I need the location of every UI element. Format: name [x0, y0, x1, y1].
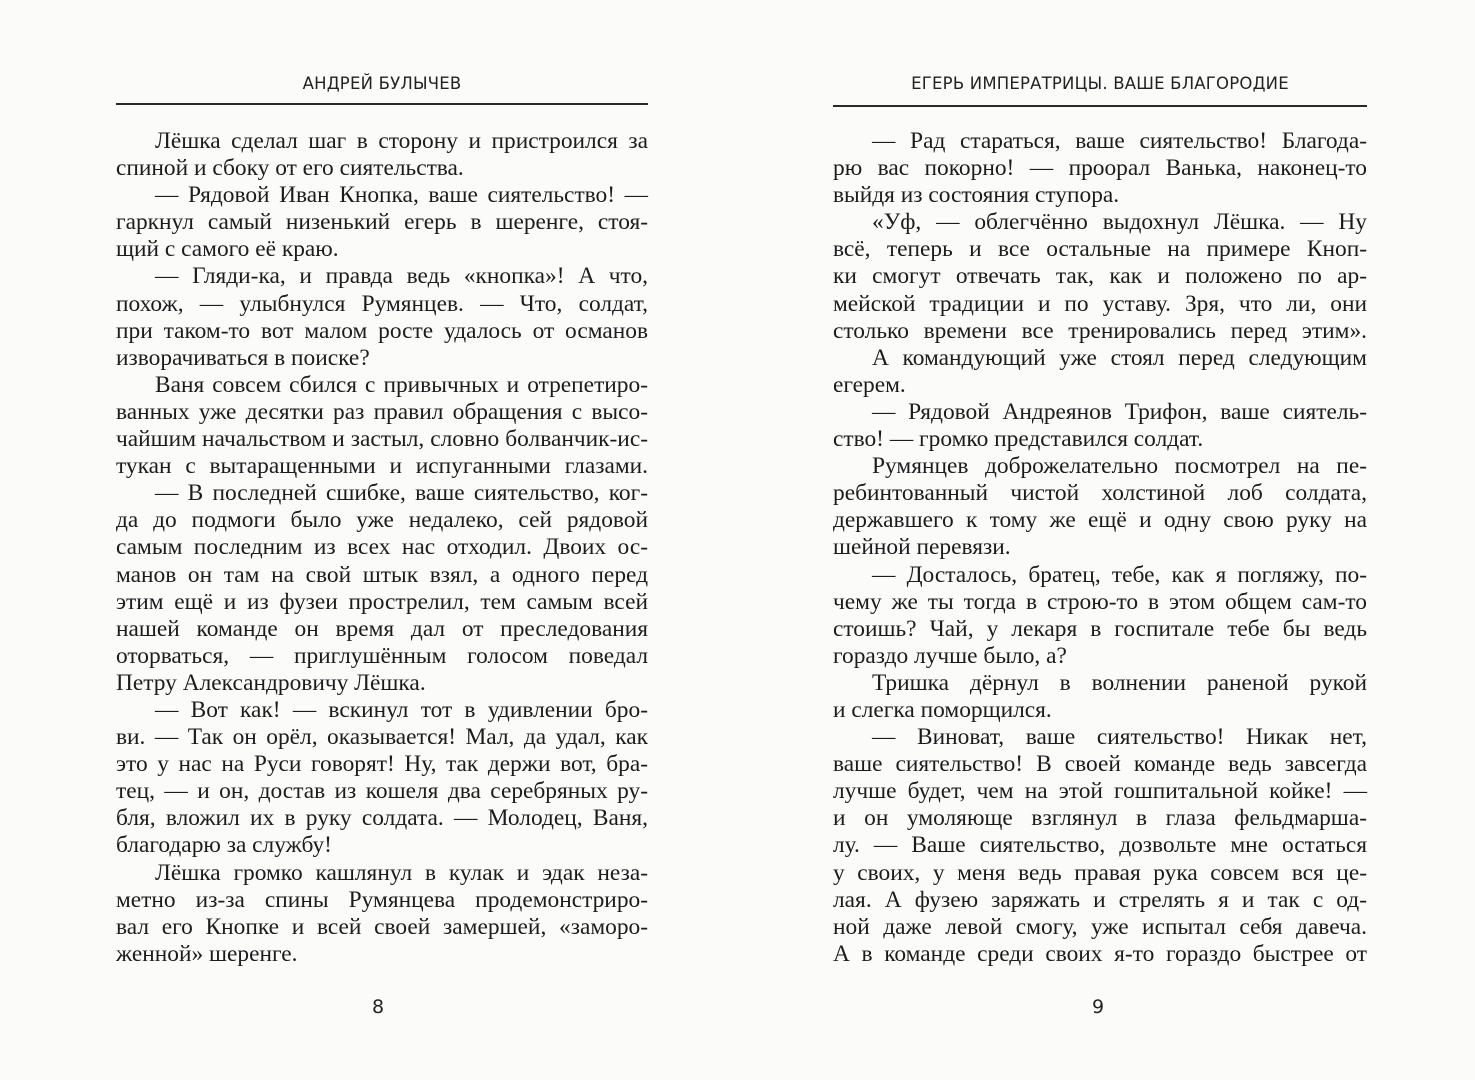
- text-line: — Рядовой Иван Кнопка, ваше сиятельство! —: [155, 182, 648, 209]
- header-rule: [833, 105, 1367, 107]
- text-line: Ваня совсем сбился с привычных и отрепетиро-: [155, 371, 648, 398]
- text-line: самым последним из всех нас отходил. Двоих ос-: [116, 534, 648, 561]
- text-line: женной» шеренге.: [116, 940, 298, 967]
- text-line: манов он там на свой штык взял, а одного перед: [116, 561, 648, 588]
- text-line: вал его Кнопке и всей своей замершей, «заморо-: [116, 913, 648, 940]
- text-line: ви. — Так он орёл, оказывается! Мал, да удал, как: [116, 724, 648, 751]
- text-line: ство! — громко представился солдат.: [833, 426, 1204, 453]
- text-line: при таком-то вот малом росте удалось от османов: [116, 317, 648, 344]
- text-line: тец, — и он, достав из кошеля два серебряных ру-: [116, 778, 648, 805]
- right-page: [737, 0, 1475, 1080]
- text-line: А в команде среди своих я-то гораздо быстрее от: [833, 940, 1367, 967]
- text-line: спиной и сбоку от его сиятельства.: [116, 155, 464, 182]
- text-line: ной даже левой смогу, уже испытал себя давеча.: [833, 913, 1367, 940]
- page-number: 8: [372, 996, 385, 1018]
- text-line: нашей команде он время дал от преследования: [116, 615, 648, 642]
- text-line: метно из-за спины Румянцева продемонстриро-: [116, 886, 648, 913]
- text-line: столько времени все тренировались перед этим».: [833, 317, 1367, 344]
- text-line: — Рядовой Андреянов Трифон, ваше сиятель-: [872, 398, 1367, 425]
- text-line: да до подмоги было уже недалеко, сей рядовой: [116, 507, 648, 534]
- text-line: «Уф, — облегчённо выдохнул Лёшка. — Ну: [872, 209, 1367, 236]
- text-line: лучше будет, чем на этой гошпитальной койке! —: [833, 778, 1367, 805]
- running-head-author: АНДРЕЙ БУЛЫЧЕВ: [302, 74, 462, 93]
- text-line: всё, теперь и все остальные на примере Кноп-: [833, 236, 1367, 263]
- text-line: гаркнул самый низенький егерь в шеренге, стоя-: [116, 209, 648, 236]
- text-line: выйдя из состояния ступора.: [833, 182, 1120, 209]
- text-line: ванных уже десятки раз правил обращения с высо-: [116, 398, 648, 425]
- text-line: ребинтованный чистой холстиной лоб солдата,: [833, 480, 1367, 507]
- text-line: это у нас на Руси говорят! Ну, так держи вот, бра-: [116, 751, 648, 778]
- text-line: — Вот как! — вскинул тот в удивлении бро-: [155, 696, 648, 723]
- text-line: — В последней сшибке, ваше сиятельство, ког-: [155, 480, 648, 507]
- left-page: [0, 0, 737, 1080]
- text-line: — Рад стараться, ваше сиятельство! Благода-: [872, 128, 1367, 154]
- text-line: — Досталось, братец, тебе, как я погляжу, по-: [872, 561, 1367, 588]
- text-line: ки смогут отвечать так, как и положено по ар-: [833, 263, 1367, 290]
- text-line: и он умоляюще взглянул в глаза фельдмарша-: [833, 805, 1367, 832]
- body-text: [833, 128, 1367, 968]
- text-line: мейской традиции и по уставу. Зря, что ли, они: [833, 290, 1367, 317]
- page-number: 9: [1092, 996, 1105, 1018]
- text-line: Тришка дёрнул в волнении раненой рукой: [872, 669, 1367, 696]
- text-line: державшего к тому же ещё и одну свою руку на: [833, 507, 1367, 534]
- text-line: благодарю за службу!: [116, 832, 332, 859]
- text-line: егерем.: [833, 371, 906, 398]
- text-line: гораздо лучше было, а?: [833, 642, 1067, 669]
- text-line: рю вас покорно! — проорал Ванька, наконец-то: [833, 155, 1367, 182]
- text-line: лу. — Ваше сиятельство, дозвольте мне остаться: [833, 832, 1367, 859]
- text-line: чему же ты тогда в строю-то в этом общем сам-то: [833, 588, 1367, 615]
- running-head-title: ЕГЕРЬ ИМПЕРАТРИЦЫ. ВАШЕ БЛАГОРОДИЕ: [911, 74, 1289, 93]
- text-line: лая. А фузею заряжать и стрелять я и так с од-: [833, 886, 1367, 913]
- text-line: у своих, у меня ведь правая рука совсем вся це-: [833, 859, 1367, 886]
- text-line: изворачиваться в поиске?: [116, 344, 370, 371]
- text-line: А командующий уже стоял перед следующим: [872, 344, 1367, 371]
- text-line: щий с самого её краю.: [116, 236, 339, 263]
- text-line: — Виноват, ваше сиятельство! Никак нет,: [872, 724, 1367, 751]
- text-line: и слегка поморщился.: [833, 696, 1052, 723]
- body-text: [116, 128, 648, 968]
- text-line: этим ещё и из фузеи прострелил, тем самым всей: [116, 588, 648, 615]
- text-line: шейной перевязи.: [833, 534, 1011, 561]
- text-line: тукан с вытаращенными и испуганными глазами.: [116, 453, 648, 480]
- text-line: чайшим начальством и застыл, словно болванчик-ис-: [116, 426, 648, 453]
- text-line: бля, вложил их в руку солдата. — Молодец, Ваня,: [116, 805, 648, 832]
- text-line: Лёшка громко кашлянул в кулак и эдак неза-: [155, 859, 648, 886]
- text-line: ваше сиятельство! В своей команде ведь завсегда: [833, 751, 1367, 778]
- header-rule: [116, 103, 648, 105]
- text-line: оторваться, — приглушённым голосом поведал: [116, 642, 648, 669]
- text-line: — Гляди-ка, и правда ведь «кнопка»! А что,: [155, 263, 648, 290]
- text-line: стоишь? Чай, у лекаря в госпитале тебе бы ведь: [833, 615, 1367, 642]
- text-line: Лёшка сделал шаг в сторону и пристроился за: [155, 128, 648, 154]
- text-line: похож, — улыбнулся Румянцев. — Что, солдат,: [116, 290, 648, 317]
- text-line: Румянцев доброжелательно посмотрел на пе-: [872, 453, 1367, 480]
- text-line: Петру Александровичу Лёшка.: [116, 669, 426, 696]
